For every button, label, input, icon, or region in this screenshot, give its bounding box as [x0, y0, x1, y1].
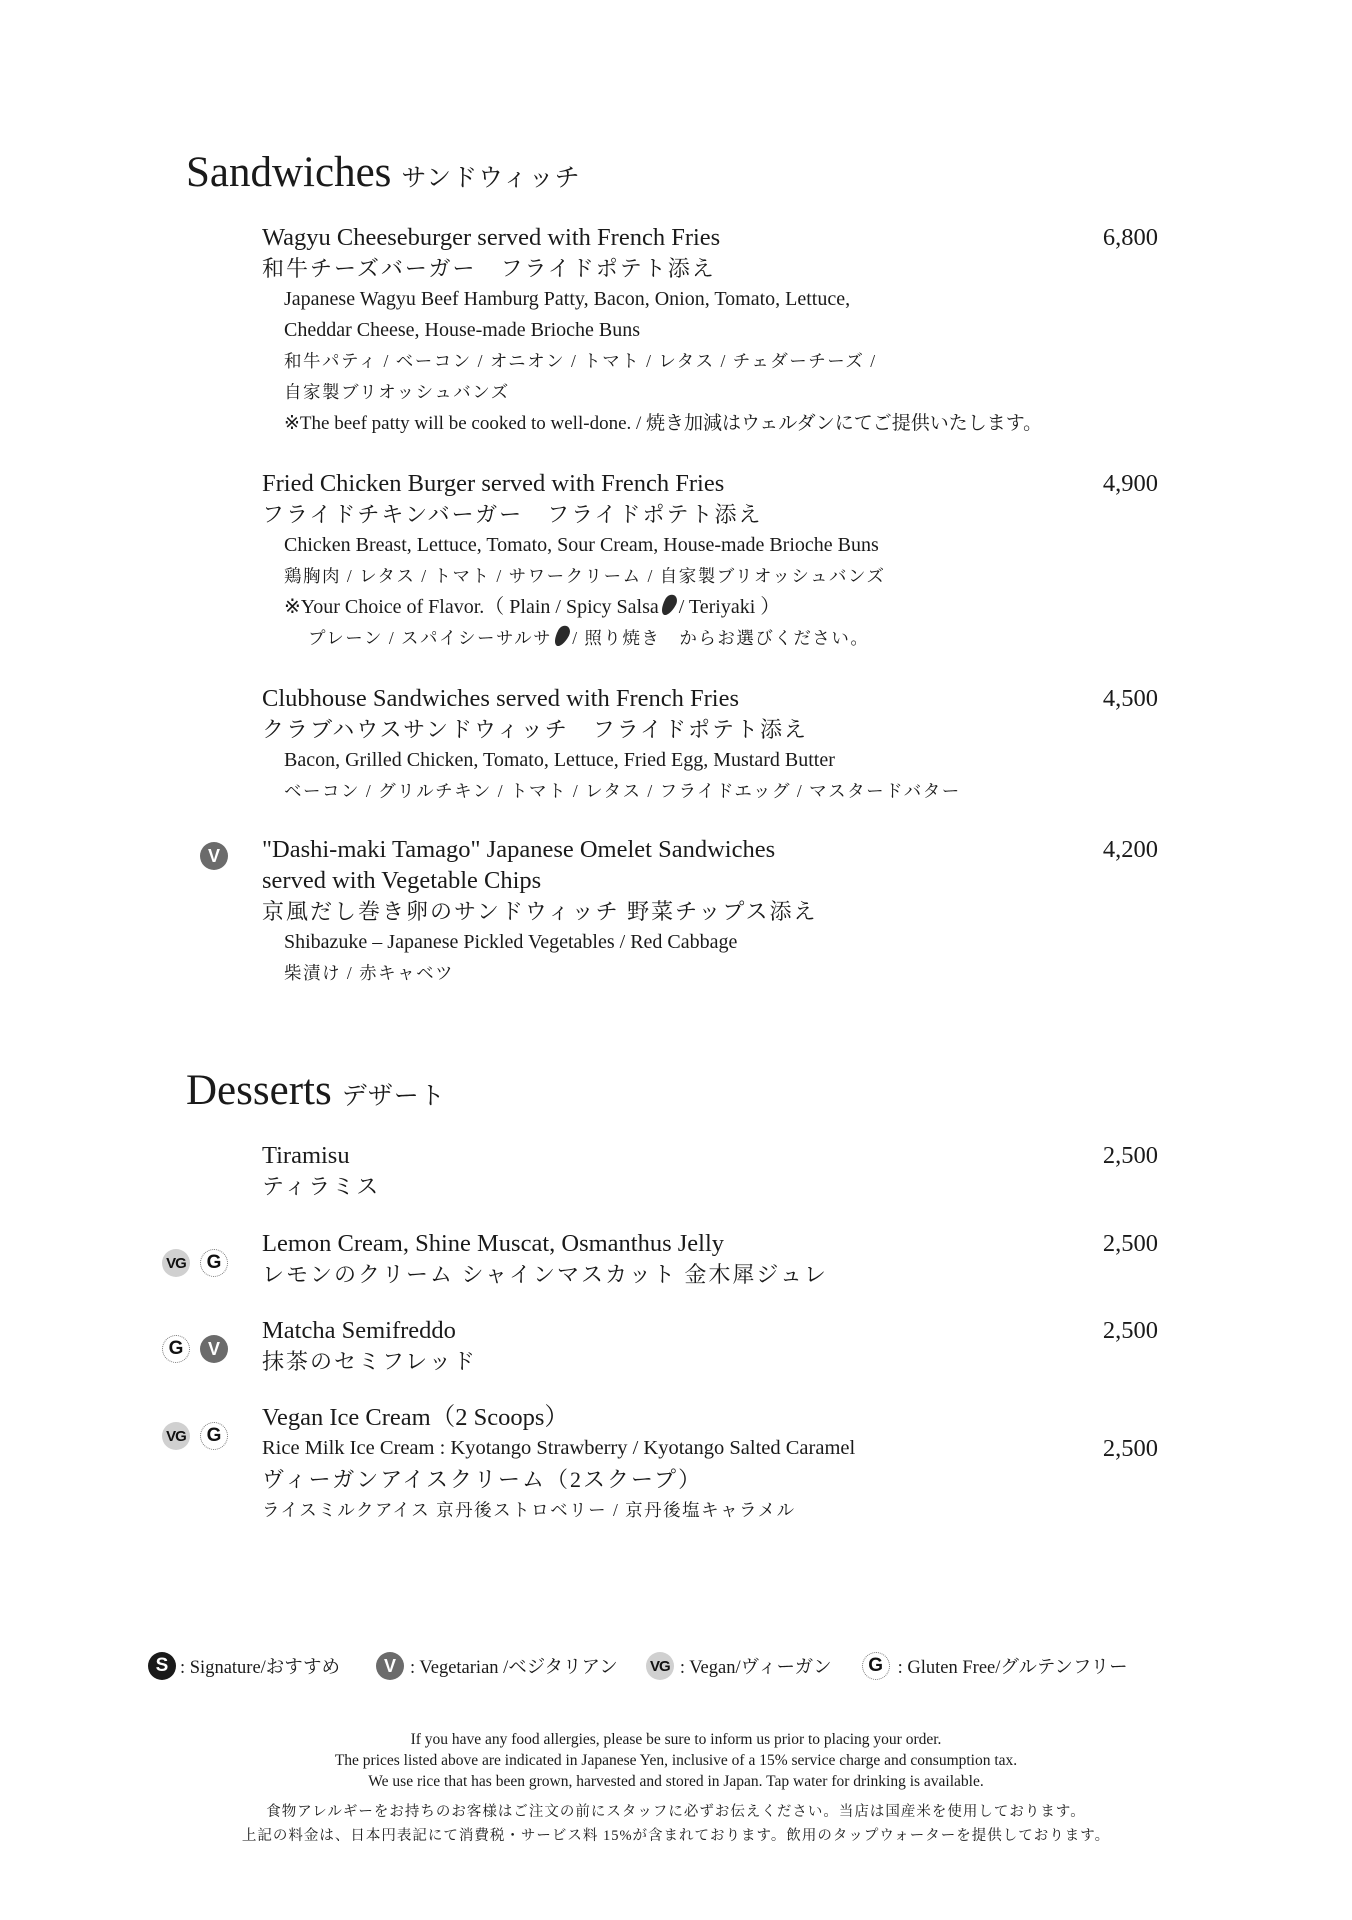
vegan-badge-icon: VG [162, 1249, 190, 1277]
gluten-free-badge-icon: G [200, 1422, 228, 1450]
item-price: 4,900 [1102, 470, 1158, 497]
footer-line: The prices listed above are indicated in Japanese Yen, inclusive of a 15% service charge and consumption tax. [334, 1752, 1018, 1769]
legend-gluten-free-label: : Gluten Free/グルテンフリー [897, 1658, 1128, 1678]
chili-pepper-icon [658, 592, 679, 617]
desserts-section-title [186, 1066, 446, 1122]
menu-item-wagyu-cheeseburger [262, 222, 1042, 439]
item-description-jp: ライスミルクアイス 京丹後ストロベリー / 京丹後塩キャラメル [262, 1500, 796, 1520]
menu-item-vegan-ice-cream [262, 1402, 855, 1526]
footer-line: We use rice that has been grown, harvested and stored in Japan. Tap water for drinking is available. [368, 1773, 984, 1790]
item-description-jp: 自家製ブリオッシュバンズ [284, 382, 510, 402]
menu-item-dashimaki-tamago [262, 834, 818, 989]
item-price: 2,500 [1102, 1435, 1158, 1462]
gluten-free-badge-icon: G [162, 1335, 190, 1363]
item-name: Vegan Ice Cream（2 Scoops） [262, 1404, 569, 1431]
item-description: Bacon, Grilled Chicken, Tomato, Lettuce, Fried Egg, Mustard Butter [284, 749, 835, 771]
item-name-line2: served with Vegetable Chips [262, 867, 542, 894]
vegetarian-badge-icon: V [200, 842, 228, 870]
flavor-choice-jp: プレーン / スパイシーサルサ / 照り焼き からお選びください。 [284, 623, 885, 654]
item-price: 4,200 [1102, 836, 1158, 863]
item-name-jp: ティラミス [262, 1174, 381, 1199]
footer-notice-en [0, 1729, 1352, 1792]
gluten-free-badge-icon: G [200, 1249, 228, 1277]
item-description: Japanese Wagyu Beef Hamburg Patty, Bacon, Onion, Tomato, Lettuce, [284, 288, 851, 310]
item-name: Fried Chicken Burger served with French Fries [262, 470, 725, 497]
item-name-jp: フライドチキンバーガー フライドポテト添え [262, 502, 763, 527]
menu-item-matcha-semifreddo [262, 1315, 477, 1377]
vegetarian-badge-icon: V [200, 1335, 228, 1363]
item-price: 2,500 [1102, 1142, 1158, 1169]
vegan-badge-icon: VG [162, 1422, 190, 1450]
gluten-free-badge-icon: G [862, 1652, 890, 1680]
footer-line: 食物アレルギーをお持ちのお客様はご注文の前にスタッフに必ずお伝えください。当店は国産米を使用しております。 [266, 1804, 1086, 1820]
footer-notice-jp [0, 1800, 1352, 1848]
footer-line: 上記の料金は、日本円表記にて消費税・サービス料 15%が含まれております。飲用のタップウォーターを提供しております。 [241, 1828, 1111, 1844]
item-description: Cheddar Cheese, House-made Brioche Buns [284, 319, 641, 341]
item-name-jp: 抹茶のセミフレッド [262, 1349, 477, 1374]
legend-vegan-label: : Vegan/ヴィーガン [679, 1658, 832, 1678]
legend-vegetarian-label: : Vegetarian /ベジタリアン [410, 1658, 618, 1678]
item-name: Matcha Semifreddo [262, 1317, 456, 1344]
item-name: Tiramisu [262, 1142, 350, 1169]
legend [148, 1652, 1128, 1680]
item-name-jp: 和牛チーズバーガー フライドポテト添え [262, 256, 716, 281]
item-price: 6,800 [1102, 224, 1158, 251]
item-price: 2,500 [1102, 1230, 1158, 1257]
item-description: Rice Milk Ice Cream : Kyotango Strawberry / Kyotango Salted Caramel [262, 1437, 856, 1459]
section-title-en: Sandwiches [186, 149, 392, 196]
item-name: Wagyu Cheeseburger served with French Fries [262, 224, 721, 251]
item-price: 2,500 [1102, 1317, 1158, 1344]
item-description: Chicken Breast, Lettuce, Tomato, Sour Cream, House-made Brioche Buns [284, 534, 879, 556]
menu-item-fried-chicken-burger [262, 468, 885, 654]
flavor-choice: ※Your Choice of Flavor.（ Plain / Spicy Salsa / Teriyaki ） [284, 592, 885, 623]
item-name: "Dashi-maki Tamago" Japanese Omelet Sandwiches [262, 836, 776, 863]
item-name: Lemon Cream, Shine Muscat, Osmanthus Jelly [262, 1230, 725, 1257]
chili-pepper-icon [552, 623, 573, 648]
signature-badge-icon: S [148, 1652, 176, 1680]
item-description-jp: 鶏胸肉 / レタス / トマト / サワークリーム / 自家製ブリオッシュバンズ [284, 566, 886, 586]
section-title-jp: サンドウィッチ [401, 165, 581, 192]
item-price: 4,500 [1102, 685, 1158, 712]
footer-line: If you have any food allergies, please be sure to inform us prior to placing your order. [410, 1731, 942, 1748]
item-description-jp: 和牛パティ / ベーコン / オニオン / トマト / レタス / チェダーチーズ / [284, 351, 877, 371]
item-name-jp: クラブハウスサンドウィッチ フライドポテト添え [262, 717, 809, 742]
section-title-en: Desserts [186, 1067, 332, 1114]
legend-signature-label: : Signature/おすすめ [180, 1658, 340, 1678]
menu-item-clubhouse-sandwiches [262, 683, 961, 807]
menu-item-tiramisu [262, 1140, 380, 1202]
item-description: Shibazuke – Japanese Pickled Vegetables / Red Cabbage [284, 931, 738, 953]
item-description-jp: ベーコン / グリルチキン / トマト / レタス / フライドエッグ / マスタードバター [284, 781, 961, 801]
item-description-jp: 柴漬け / 赤キャベツ [284, 963, 455, 983]
item-name-jp: レモンのクリーム シャインマスカット 金木犀ジュレ [262, 1262, 828, 1287]
item-name: Clubhouse Sandwiches served with French Fries [262, 685, 739, 712]
item-name-jp: ヴィーガンアイスクリーム（2スクープ） [262, 1467, 703, 1492]
item-note: ※The beef patty will be cooked to well-done. / 焼き加減はウェルダンにてご提供いたします。 [284, 413, 1043, 434]
vegan-badge-icon: VG [646, 1652, 674, 1680]
item-name-jp: 京風だし巻き卵のサンドウィッチ 野菜チップス添え [262, 899, 818, 924]
sandwiches-section-title [186, 148, 581, 204]
menu-item-lemon-cream [262, 1228, 828, 1290]
vegetarian-badge-icon: V [376, 1652, 404, 1680]
section-title-jp: デザート [341, 1083, 446, 1110]
